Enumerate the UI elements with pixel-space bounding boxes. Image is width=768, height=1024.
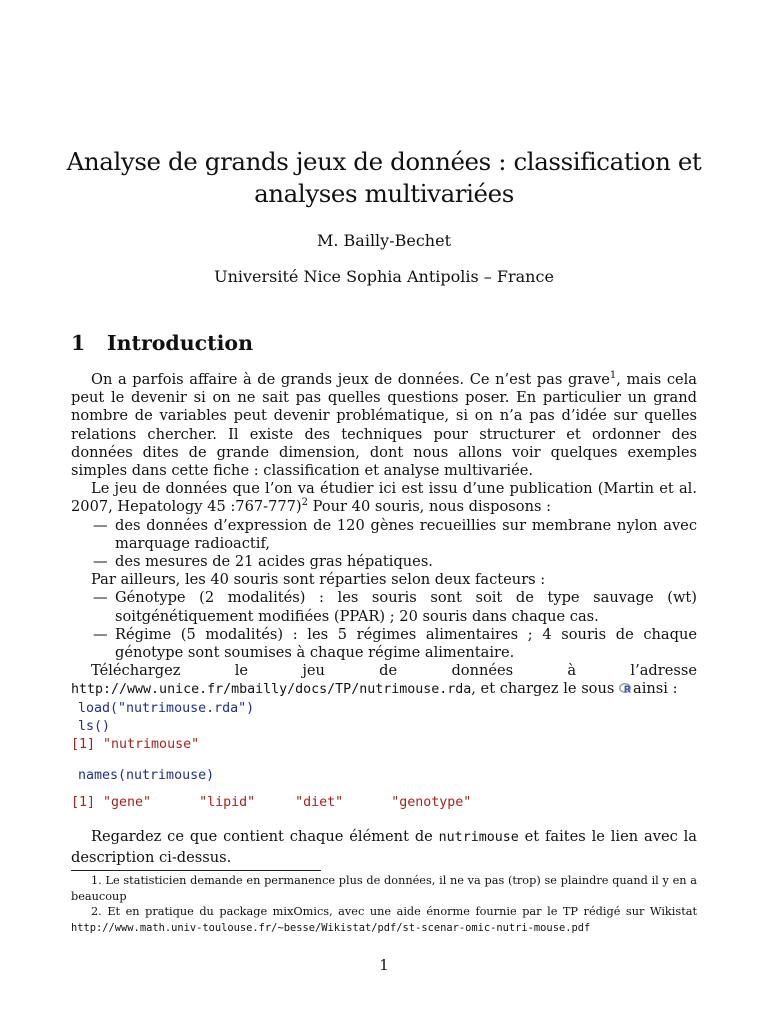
list-item: — Régime (5 modalités) : les 5 régimes alimentaires ; 4 souris de chaque génotype sont soumises à chaque régime alimentaire. bbox=[71, 626, 697, 662]
footnote-number: 1. bbox=[91, 874, 102, 887]
code-input: load("nutrimouse.rda") bbox=[78, 701, 255, 716]
paragraph-download bbox=[71, 662, 697, 699]
code-block-load bbox=[71, 700, 254, 754]
section-title: Introduction bbox=[107, 331, 253, 355]
section-heading bbox=[71, 331, 253, 355]
code-block-output bbox=[71, 794, 471, 812]
code-input: ls() bbox=[78, 719, 111, 734]
footnote-ref[interactable]: 1 bbox=[609, 370, 617, 382]
code-block-names bbox=[71, 767, 214, 785]
list-item: — Génotype (2 modalités) : les souris sont soit de type sauvage (wt) soitgénétiquement modifiées (PPAR) ; 20 souris dans chaque cas. bbox=[71, 589, 697, 625]
affiliation: Université Nice Sophia Antipolis – France bbox=[214, 267, 554, 286]
footnote-number: 2. bbox=[91, 905, 102, 918]
list-item: — des données d’expression de 120 gènes recueillies sur membrane nylon avec marquage radioactif, bbox=[71, 517, 697, 553]
list-item: — des mesures de 21 acides gras hépatiques. bbox=[71, 553, 697, 571]
factor-list bbox=[71, 589, 697, 662]
paragraph-text: Regardez ce que contient chaque élément de bbox=[91, 828, 439, 845]
author: M. Bailly-Bechet bbox=[316, 231, 452, 250]
section-number: 1 bbox=[71, 331, 86, 355]
paragraph-text: et faites le lien avec la description ci-dessus. bbox=[71, 828, 697, 866]
body-text bbox=[71, 371, 697, 700]
paragraph-text: , et chargez le sous bbox=[471, 680, 620, 698]
paragraph-text: On a parfois affaire à de grands jeux de données. Ce n’est pas grave bbox=[91, 371, 610, 388]
paragraph-text: ainsi : bbox=[633, 680, 678, 698]
page-number: 1 bbox=[379, 956, 389, 974]
r-logo-icon bbox=[619, 682, 633, 694]
footnote-text: Et en pratique du package mixOmics, avec une aide énorme fournie par le TP rédigé sur Wikistat bbox=[107, 905, 698, 918]
download-link[interactable]: http://www.unice.fr/mbailly/docs/TP/nutrimouse.rda bbox=[71, 682, 472, 698]
paragraph-text: Le jeu de données que l’on va étudier ici est issu d’une publication (Martin et al. 2007, Hepatology 45 :767-777) bbox=[71, 480, 697, 516]
footnote-divider bbox=[71, 870, 321, 871]
code-output: [1] "gene" "lipid" "diet" "genotype" bbox=[71, 795, 472, 810]
paragraph-text: , mais cela peut le devenir si on ne sait pas quelles questions poser. En particulier un grand nombre de variables peut devenir problématique, si on n’a pas d’idée sur quelles relations chercher. Il existe des techniques pour structurer et ordonner des données dites de grande dimension, dont nous allons voir quelques exemples simples dans cette fiche : classification et analyse multivariée. bbox=[71, 371, 697, 480]
footnote-1 bbox=[71, 873, 697, 904]
paragraph-text: Pour 40 souris, nous disposons : bbox=[308, 498, 552, 516]
footnote-link[interactable]: http://www.math.univ-toulouse.fr/~besse/Wikistat/pdf/st-scenar-omic-nutri-mouse.pdf bbox=[71, 921, 591, 934]
paragraph-intro bbox=[71, 371, 697, 480]
paragraph-dataset bbox=[71, 480, 697, 516]
data-list bbox=[71, 517, 697, 572]
paragraph-text: Téléchargez le jeu de données à l’adresse bbox=[91, 662, 697, 680]
inline-code: nutrimouse bbox=[438, 830, 519, 845]
paragraph-factors: Par ailleurs, les 40 souris sont réparties selon deux facteurs : bbox=[91, 571, 546, 589]
paragraph-closing bbox=[71, 827, 697, 868]
footnote-text: Le statisticien demande en permanence plus de données, il ne va pas (trop) se plaindre quand il y en a beaucoup bbox=[71, 874, 697, 903]
code-input: names(nutrimouse) bbox=[78, 768, 215, 783]
svg-text:R: R bbox=[623, 685, 632, 695]
footnotes bbox=[71, 873, 697, 936]
footnote-ref[interactable]: 2 bbox=[301, 497, 308, 509]
paper-title: Analyse de grands jeux de données : classification et analyses multivariées bbox=[66, 147, 702, 208]
code-output: [1] "nutrimouse" bbox=[71, 737, 200, 752]
footnote-2 bbox=[71, 904, 697, 936]
